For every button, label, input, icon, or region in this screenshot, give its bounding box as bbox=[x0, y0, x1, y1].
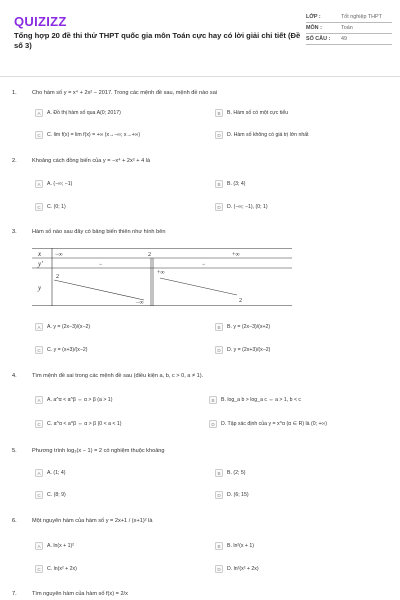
question-number: 6. bbox=[12, 518, 17, 524]
option-badge: D bbox=[215, 491, 223, 499]
option-b[interactable] bbox=[215, 179, 245, 189]
vt-sign: − bbox=[99, 262, 103, 268]
option-badge: C bbox=[35, 420, 43, 428]
option-text: D. (6; 15) bbox=[227, 492, 249, 498]
option-text: A. (1; 4) bbox=[47, 470, 66, 476]
meta-key: LỚP : bbox=[306, 14, 321, 20]
option-badge: B bbox=[215, 469, 223, 477]
question-text: Một nguyên hàm của hàm số y = 2x+1 / (x+1)² là bbox=[32, 518, 153, 524]
option-badge: C bbox=[35, 131, 43, 139]
vt-x-value: +∞ bbox=[232, 252, 240, 258]
option-d[interactable] bbox=[215, 564, 259, 574]
option-badge: B bbox=[209, 396, 217, 404]
vt-y-value: 2 bbox=[56, 274, 59, 280]
option-text: B. y = (2x−3)/(x+2) bbox=[227, 324, 271, 330]
option-text: A. (−∞; −1) bbox=[47, 181, 73, 187]
option-text: D. y = (2x+3)/(x−2) bbox=[227, 347, 271, 353]
option-text: D. (−∞; −1), (0; 1) bbox=[227, 204, 268, 210]
meta-key: SỐ CÂU : bbox=[306, 36, 331, 42]
option-text: D. Tập xác định của y = x^α (α ∈ R) là (0; +∞) bbox=[221, 421, 327, 427]
variation-table bbox=[32, 248, 292, 306]
option-badge: B bbox=[215, 323, 223, 331]
option-d[interactable] bbox=[215, 130, 309, 140]
question-number: 7. bbox=[12, 591, 17, 597]
question-number: 3. bbox=[12, 229, 17, 235]
meta-row-class bbox=[306, 12, 392, 23]
option-c[interactable] bbox=[35, 564, 77, 574]
option-badge: C bbox=[35, 203, 43, 211]
option-c[interactable] bbox=[35, 130, 140, 140]
question-text: Phương trình log₃(x − 1) = 2 có nghiệm thuộc khoảng bbox=[32, 448, 165, 454]
option-badge: C bbox=[35, 565, 43, 573]
option-text: C. (0; 1) bbox=[47, 204, 66, 210]
option-badge: B bbox=[215, 109, 223, 117]
variation-table-graphic bbox=[32, 248, 292, 306]
vt-x-value: −∞ bbox=[55, 252, 63, 258]
question-text: Cho hàm số y = x⁴ + 2x² − 2017. Trong các mệnh đề sau, mệnh đề nào sai bbox=[32, 90, 218, 96]
option-badge: D bbox=[215, 203, 223, 211]
question-text: Tìm nguyên hàm của hàm số f(x) = 2/x bbox=[32, 591, 128, 597]
option-c[interactable] bbox=[35, 202, 66, 212]
option-text: D. ln²(x² + 2x) bbox=[227, 566, 259, 572]
option-badge: C bbox=[35, 346, 43, 354]
option-badge: D bbox=[209, 420, 217, 428]
option-badge: A bbox=[35, 109, 43, 117]
option-a[interactable] bbox=[35, 108, 121, 118]
option-b[interactable] bbox=[215, 468, 245, 478]
meta-row-subject bbox=[306, 23, 392, 34]
header bbox=[0, 0, 400, 78]
option-badge: D bbox=[215, 131, 223, 139]
option-badge: A bbox=[35, 542, 43, 550]
vt-yp-label: y' bbox=[38, 260, 43, 268]
option-b[interactable] bbox=[209, 395, 301, 405]
option-badge: D bbox=[215, 346, 223, 354]
option-text: A. y = (2x−3)/(x−2) bbox=[47, 324, 91, 330]
option-a[interactable] bbox=[35, 179, 72, 189]
option-text: A. Đồ thị hàm số qua A(0; 2017) bbox=[47, 110, 121, 116]
page-title: Tổng hợp 20 đề thi thử THPT quốc gia môn Toán cực hay có lời giải chi tiết (Đề số 3) bbox=[14, 31, 301, 50]
option-text: C. lim f(x) = lim f(x) = +∞ (x→−∞; x→+∞) bbox=[47, 132, 141, 138]
option-badge: A bbox=[35, 180, 43, 188]
option-badge: D bbox=[215, 565, 223, 573]
option-d[interactable] bbox=[215, 202, 268, 212]
option-text: A. a^α < a^β ⇔ α > β (a > 1) bbox=[47, 397, 113, 403]
option-text: B. log_a b > log_a c ⇔ a > 1, b < c bbox=[221, 397, 302, 403]
question-number: 1. bbox=[12, 90, 17, 96]
vt-sign: − bbox=[202, 262, 206, 268]
header-divider bbox=[0, 76, 400, 77]
option-text: D. Hàm số không có giá trị lớn nhất bbox=[227, 132, 309, 138]
quizizz-logo: QUIZIZZ bbox=[14, 14, 67, 29]
option-text: B. (2; 5) bbox=[227, 470, 246, 476]
option-badge: B bbox=[215, 180, 223, 188]
vt-y-label: y bbox=[38, 284, 42, 292]
option-a[interactable] bbox=[35, 468, 65, 478]
vt-y-value: −∞ bbox=[136, 300, 144, 306]
option-text: A. ln(x + 1)² bbox=[47, 543, 74, 549]
meta-table bbox=[306, 12, 392, 45]
option-text: C. ln(x² + 2x) bbox=[47, 566, 77, 572]
option-a[interactable] bbox=[35, 395, 112, 405]
question-text: Khoảng cách đồng biến của y = −x⁴ + 2x² + 4 là bbox=[32, 158, 151, 164]
option-d[interactable] bbox=[215, 490, 249, 500]
option-badge: C bbox=[35, 491, 43, 499]
option-text: B. (3; 4) bbox=[227, 181, 246, 187]
option-text: C. a^α < a^β ⇔ α > β (0 < a < 1) bbox=[47, 421, 122, 427]
option-b[interactable] bbox=[215, 322, 270, 332]
option-b[interactable] bbox=[215, 541, 254, 551]
meta-key: MÔN : bbox=[306, 25, 322, 31]
meta-row-count bbox=[306, 34, 392, 45]
vt-y-value: 2 bbox=[239, 298, 242, 304]
meta-value: Tốt nghiệp THPT bbox=[341, 14, 382, 20]
option-c[interactable] bbox=[35, 345, 88, 355]
vt-x-label: x bbox=[38, 250, 42, 258]
option-text: C. (8; 9) bbox=[47, 492, 66, 498]
option-badge: A bbox=[35, 396, 43, 404]
option-badge: B bbox=[215, 542, 223, 550]
question-number: 2. bbox=[12, 158, 17, 164]
option-badge: A bbox=[35, 469, 43, 477]
meta-value: Toán bbox=[341, 25, 353, 31]
vt-y-value: +∞ bbox=[157, 270, 165, 276]
option-d[interactable] bbox=[215, 345, 270, 355]
question-number: 5. bbox=[12, 448, 17, 454]
option-b[interactable] bbox=[215, 108, 288, 118]
option-a[interactable] bbox=[35, 541, 74, 551]
meta-value: 49 bbox=[341, 36, 347, 42]
option-badge: A bbox=[35, 323, 43, 331]
option-a[interactable] bbox=[35, 322, 90, 332]
vt-x-value: 2 bbox=[148, 252, 151, 258]
option-text: B. Hàm số có một cực tiểu bbox=[227, 110, 289, 116]
question-text: Tìm mệnh đề sai trong các mệnh đề sau (điều kiện a, b, c > 0, a ≠ 1). bbox=[32, 373, 204, 379]
option-d[interactable] bbox=[209, 419, 327, 429]
question-text: Hàm số nào sau đây có bảng biến thiên như hình bên bbox=[32, 229, 166, 235]
option-c[interactable] bbox=[35, 419, 122, 429]
option-text: C. y = (x+3)/(x−2) bbox=[47, 347, 88, 353]
option-c[interactable] bbox=[35, 490, 66, 500]
option-text: B. ln²(x + 1) bbox=[227, 543, 254, 549]
question-number: 4. bbox=[12, 373, 17, 379]
